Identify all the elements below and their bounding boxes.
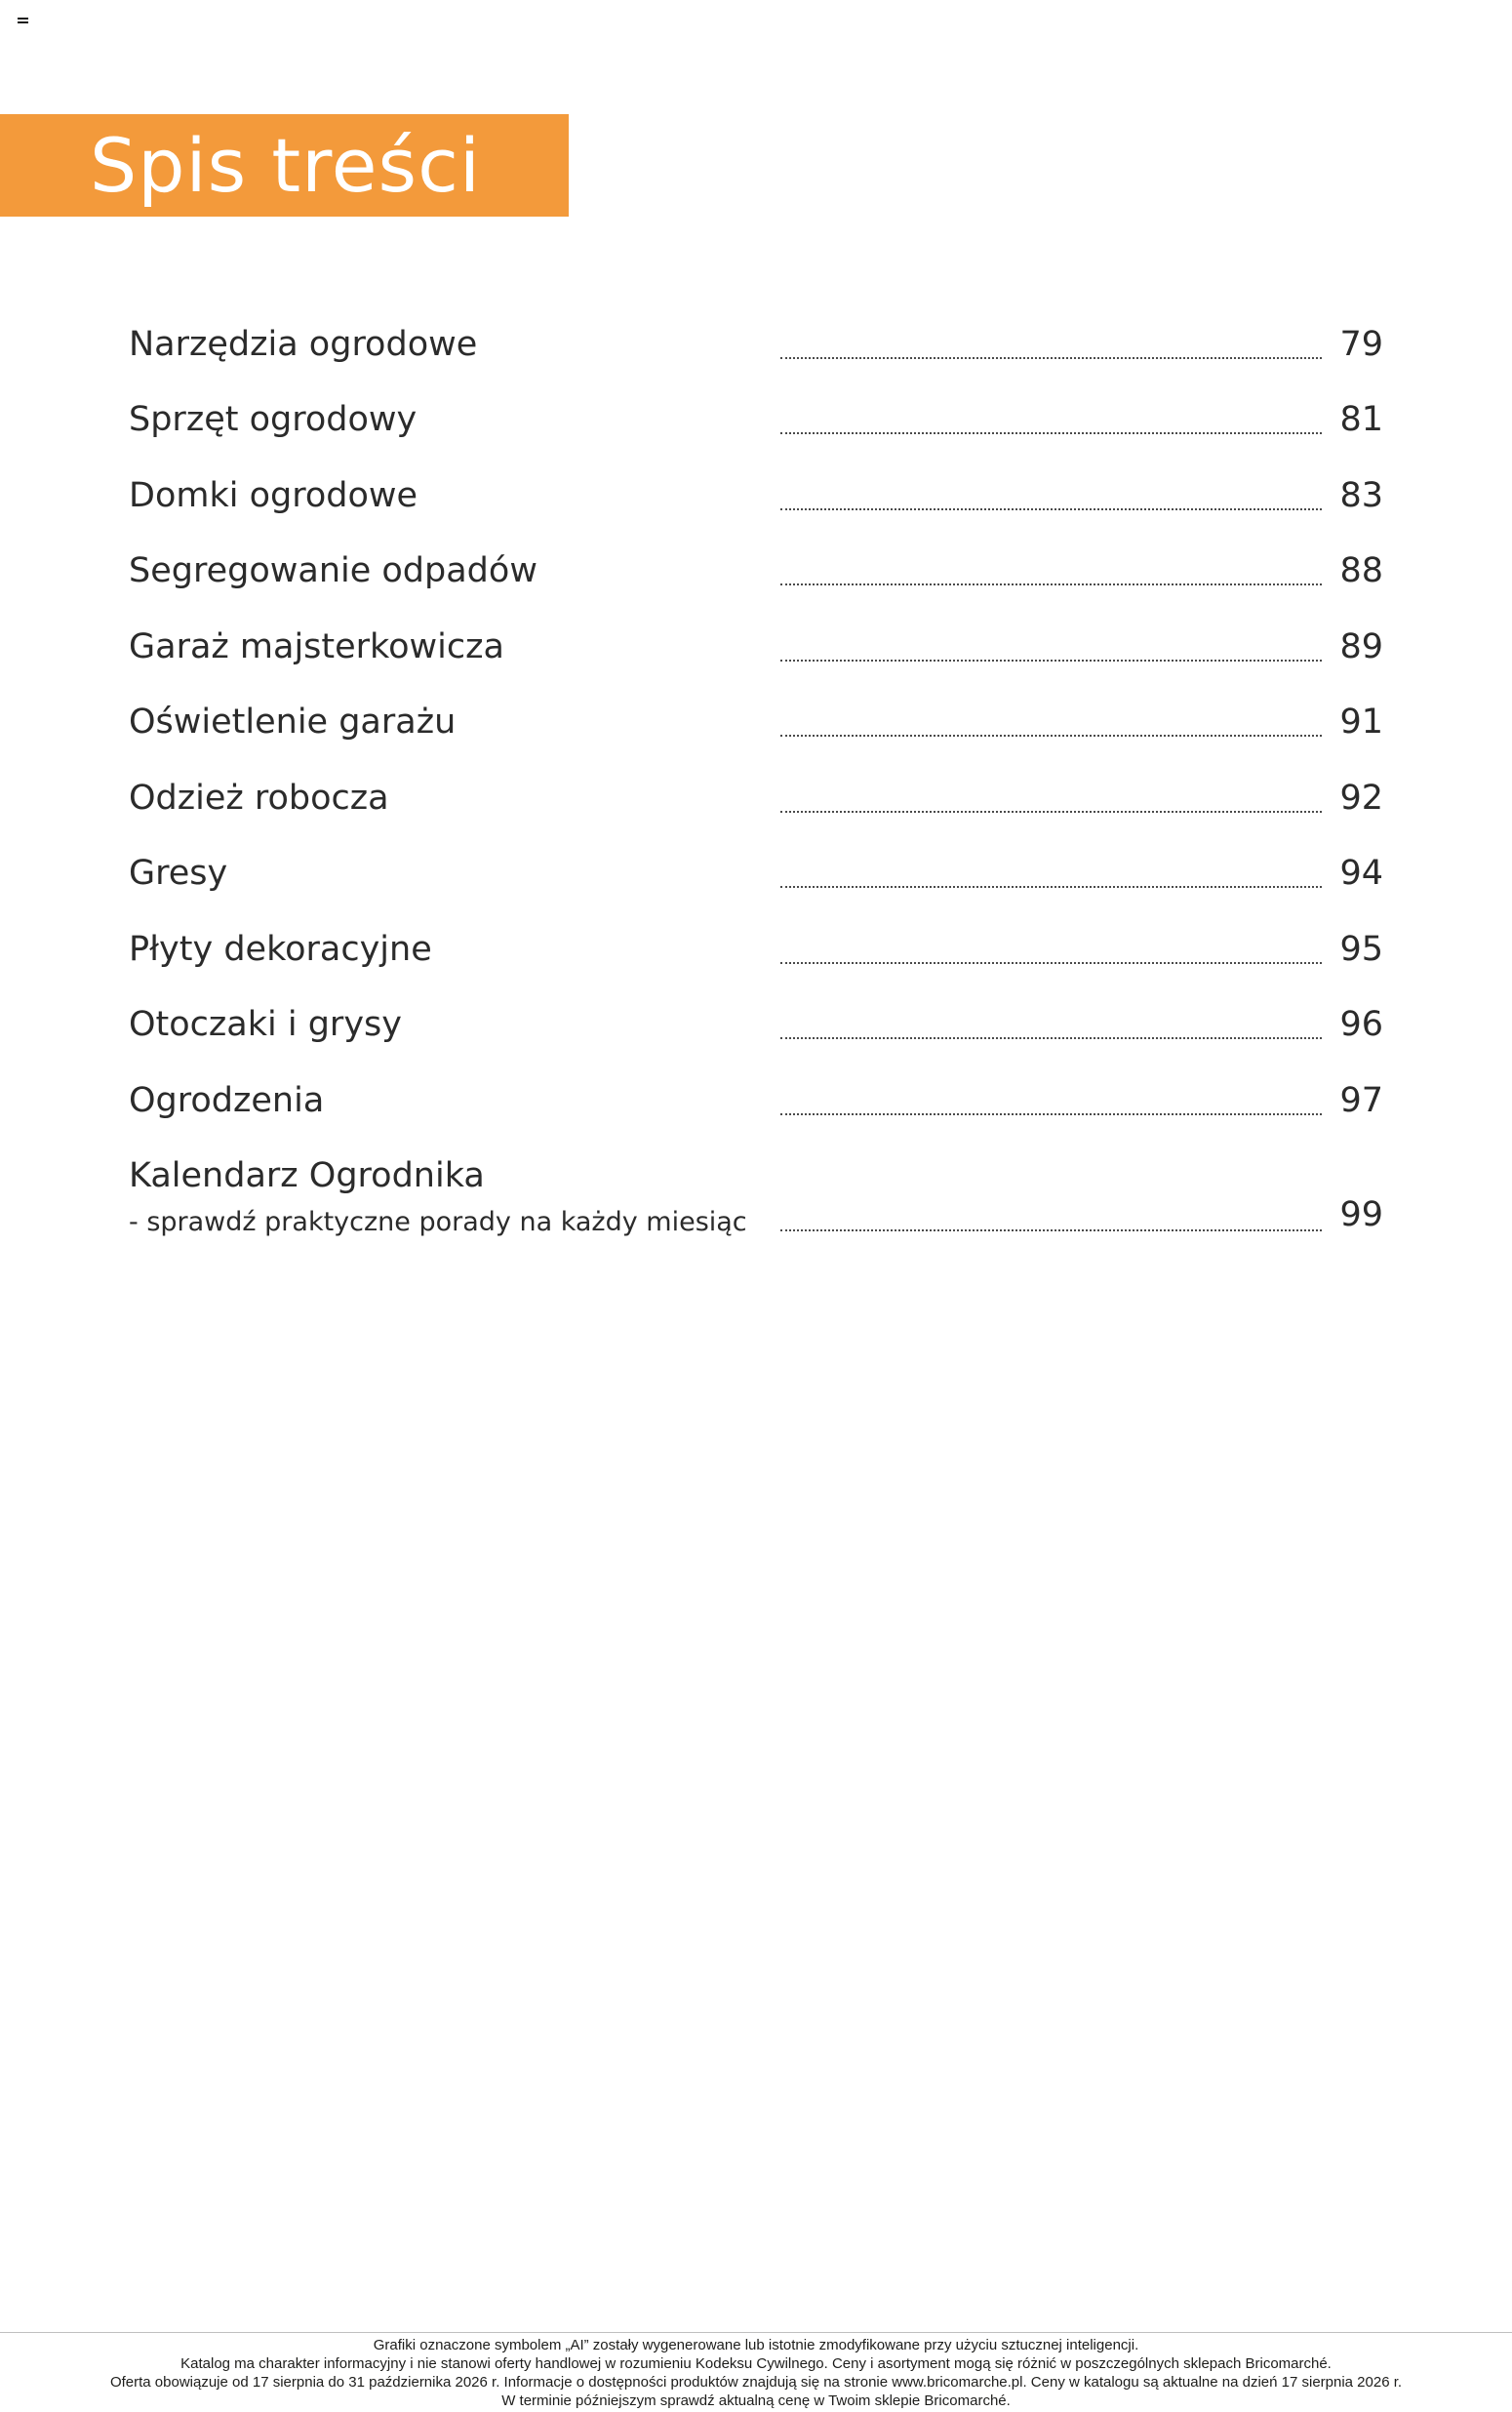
footer-line: Katalog ma charakter informacyjny i nie stanowi oferty handlowej w rozumieniu Kodeksu Cywilnego. Ceny i asortyment mogą się różnić w poszczególnych sklepach Bricomarché.: [180, 2355, 1332, 2372]
toc-entry-page[interactable]: 99: [1339, 1195, 1383, 1234]
toc-entry-page[interactable]: 88: [1339, 551, 1383, 590]
toc-entry-label[interactable]: Oświetlenie garażu: [129, 703, 457, 742]
toc-entry-page[interactable]: 89: [1339, 627, 1383, 666]
dot-leader: [780, 508, 1322, 510]
toc-entry-label[interactable]: Segregowanie odpadów: [129, 551, 537, 590]
toc-entry-page[interactable]: 96: [1339, 1005, 1383, 1044]
toc-entry-sublabel: - sprawdź praktyczne porady na każdy miesiąc: [129, 1207, 747, 1237]
toc-entry[interactable]: [129, 466, 1383, 525]
toc-entry-label[interactable]: Narzędzia ogrodowe: [129, 325, 478, 364]
footer-line: W terminie późniejszym sprawdź aktualną cenę w Twoim sklepie Bricomarché.: [501, 2392, 1011, 2409]
toc-entry-page[interactable]: 95: [1339, 930, 1383, 969]
toc-entry[interactable]: [129, 315, 1383, 374]
toc-entry[interactable]: [129, 920, 1383, 979]
dot-leader: [780, 886, 1322, 888]
toc-entry[interactable]: [129, 1146, 1383, 1244]
footer-line: Grafiki oznaczone symbolem „AI” zostały wygenerowane lub istotnie zmodyfikowane przy użyciu sztucznej inteligencji.: [373, 2337, 1139, 2353]
toc-entry[interactable]: [129, 769, 1383, 827]
footer-divider: [0, 2332, 1512, 2333]
toc-entry[interactable]: [129, 844, 1383, 903]
toc-entry-page[interactable]: 94: [1339, 854, 1383, 893]
dot-leader: [780, 583, 1322, 585]
toc-entry-label[interactable]: Odzież robocza: [129, 779, 389, 818]
dot-leader: [780, 1037, 1322, 1039]
toc-entry-label[interactable]: Garaż majsterkowicza: [129, 627, 504, 666]
hamburger-menu-icon[interactable]: [18, 18, 28, 26]
toc-entry-page[interactable]: 79: [1339, 325, 1383, 364]
toc-entry-page[interactable]: 83: [1339, 476, 1383, 515]
dot-leader: [780, 1113, 1322, 1115]
toc-entry[interactable]: [129, 390, 1383, 449]
toc-entry[interactable]: [129, 542, 1383, 600]
dot-leader: [780, 357, 1322, 359]
toc-entry-label[interactable]: Gresy: [129, 854, 228, 893]
dot-leader: [780, 962, 1322, 964]
footer-disclaimer: [0, 2336, 1512, 2410]
toc-entry[interactable]: [129, 618, 1383, 676]
dot-leader: [780, 735, 1322, 737]
toc-entry-label[interactable]: Kalendarz Ogrodnika: [129, 1156, 485, 1195]
dot-leader: [780, 811, 1322, 813]
footer-line: Oferta obowiązuje od 17 sierpnia do 31 października 2026 r. Informacje o dostępności produktów znajdują się na stronie www.bricomarche.pl. Ceny w katalogu są aktualne na dzień 17 sierpnia 2026 r.: [109, 2374, 1403, 2391]
page-title: Spis treści: [90, 122, 481, 209]
dot-leader: [780, 660, 1322, 662]
toc-entry-page[interactable]: 81: [1339, 400, 1383, 439]
toc-entry-label[interactable]: Domki ogrodowe: [129, 476, 418, 515]
toc-entry-page[interactable]: 97: [1339, 1081, 1383, 1120]
title-banner: [0, 114, 569, 217]
dot-leader: [780, 432, 1322, 434]
toc-entry[interactable]: [129, 693, 1383, 751]
toc-entry-page[interactable]: 92: [1339, 779, 1383, 818]
toc-entry-label[interactable]: Ogrodzenia: [129, 1081, 325, 1120]
toc-entry-label[interactable]: Płyty dekoracyjne: [129, 930, 432, 969]
toc-entry-label[interactable]: Otoczaki i grysy: [129, 1005, 402, 1044]
toc-entry-page[interactable]: 91: [1339, 703, 1383, 742]
dot-leader: [780, 1229, 1322, 1231]
toc-entry-label[interactable]: Sprzęt ogrodowy: [129, 400, 418, 439]
toc-entry[interactable]: [129, 1071, 1383, 1130]
toc-entry[interactable]: [129, 995, 1383, 1054]
